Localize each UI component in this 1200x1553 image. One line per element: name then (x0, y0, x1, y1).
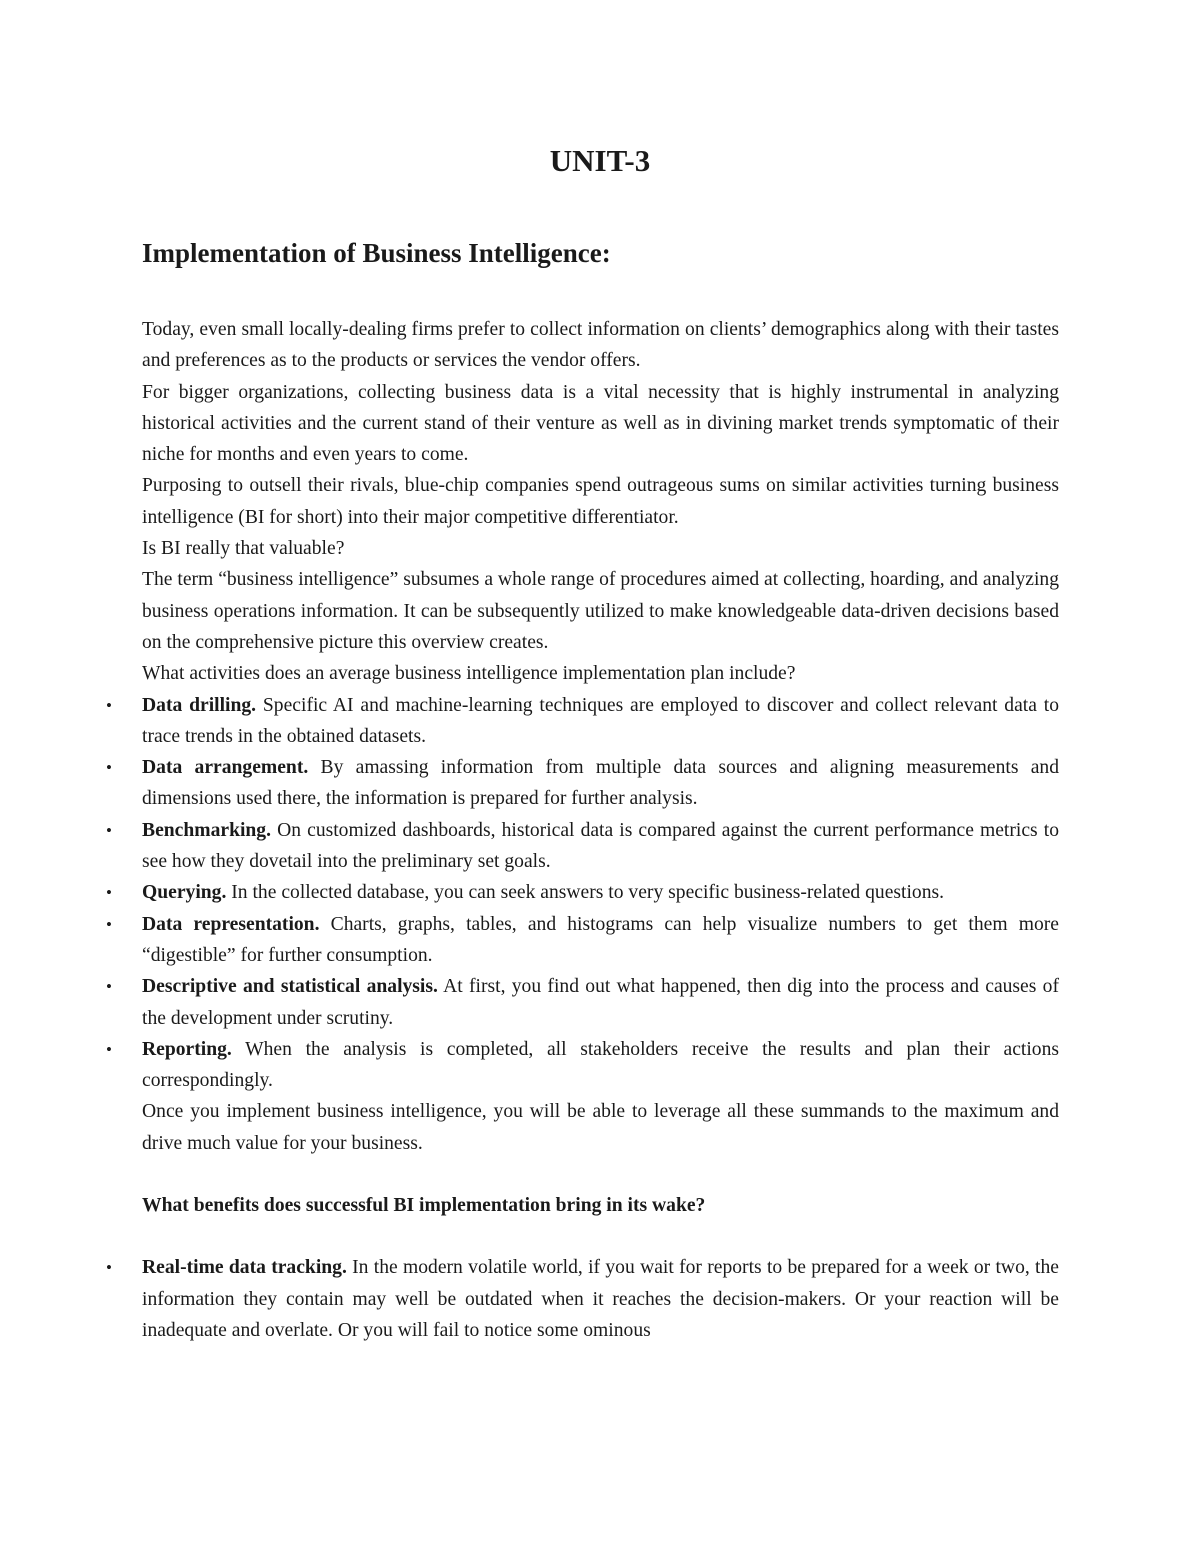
benefits-heading: What benefits does successful BI implementation bring in its wake? (142, 1195, 706, 1217)
list-item-term: Data representation. (142, 913, 320, 935)
list-item-term: Real-time data tracking. (142, 1257, 347, 1279)
intro-question: Is BI really that valuable? (142, 538, 345, 560)
list-item-term: Reporting. (142, 1038, 232, 1060)
unit-title: UNIT-3 (549, 143, 651, 178)
list-item-term: Descriptive and statistical analysis. (142, 976, 438, 998)
bullet-icon: • (106, 758, 112, 778)
closing-paragraph: Once you implement business intelligence, you will be able to leverage all these summands to the maximum and drive much value for your business. (142, 1101, 1059, 1154)
list-item-text: On customized dashboards, historical data is compared against the current performance metrics to see how they dovetail into the preliminary set goals. (142, 819, 1059, 873)
list-item (106, 1034, 1059, 1097)
bullet-icon: • (106, 977, 112, 997)
list-item (106, 1252, 1059, 1346)
list-item-term: Querying. (142, 882, 227, 904)
intro-paragraph: Purposing to outsell their rivals, blue-chip companies spend outrageous sums on similar activities turning business intelligence (BI for short) into their major competitive differentiator. (142, 475, 1059, 528)
list-item-text: Charts, graphs, tables, and histograms can help visualize numbers to get them more “digestible” for further consumption. (142, 913, 1059, 966)
list-item-text: When the analysis is completed, all stakeholders receive the results and plan their actions correspondingly. (142, 1038, 1059, 1092)
list-item-term: Benchmarking. (142, 819, 272, 841)
list-item-term: Data drilling. (142, 694, 257, 716)
section-heading: Implementation of Business Intelligence: (142, 238, 611, 268)
activities-list (106, 690, 1060, 1097)
intro-paragraph: Today, even small locally-dealing firms prefer to collect information on clients’ demographics along with their tastes and preferences as to the products or services the vendor offers. (142, 319, 1059, 372)
intro-paragraph: The term “business intelligence” subsumes a whole range of procedures aimed at collecting, hoarding, and analyzing business operations information. It can be subsequently utilized to make knowledgeable data-driven decisions based on the comprehensive picture this overview creates. (142, 569, 1059, 653)
list-item-text: At first, you find out what happened, then dig into the process and causes of the development under scrutiny. (142, 976, 1059, 1029)
list-item-term: Data arrangement. (142, 757, 309, 779)
list-item-text: By amassing information from multiple data sources and aligning measurements and dimensions used there, the information is prepared for further analysis. (142, 757, 1060, 810)
list-item (106, 877, 1059, 908)
list-item-text: Specific AI and machine-learning techniques are employed to discover and collect relevant data to trace trends in the obtained datasets. (142, 694, 1059, 747)
list-item (106, 909, 1059, 972)
document-body (106, 314, 1060, 1346)
list-item (106, 815, 1059, 878)
bullet-icon: • (106, 1039, 112, 1059)
bullet-icon: • (106, 1258, 112, 1278)
bullet-icon: • (106, 883, 112, 903)
list-item (106, 752, 1060, 815)
bullet-icon: • (106, 914, 112, 934)
activities-lead-in: What activities does an average business intelligence implementation plan include? (142, 663, 796, 685)
benefits-list (106, 1252, 1059, 1346)
list-item (106, 690, 1059, 753)
bullet-icon: • (106, 820, 112, 840)
bullet-icon: • (106, 695, 112, 715)
intro-paragraph: For bigger organizations, collecting business data is a vital necessity that is highly instrumental in analyzing historical activities and the current stand of their venture as well as in divining market trends symptomatic of their niche for months and even years to come. (142, 381, 1059, 466)
list-item-text: In the collected database, you can seek answers to very specific business-related questions. (226, 882, 945, 904)
list-item (106, 971, 1059, 1034)
list-item-text: In the modern volatile world, if you wait for reports to be prepared for a week or two, the information they contain may well be outdated when it reaches the decision-makers. Or your reaction will be inadequate and overlate. Or you will fail to notice some ominous (142, 1257, 1059, 1341)
